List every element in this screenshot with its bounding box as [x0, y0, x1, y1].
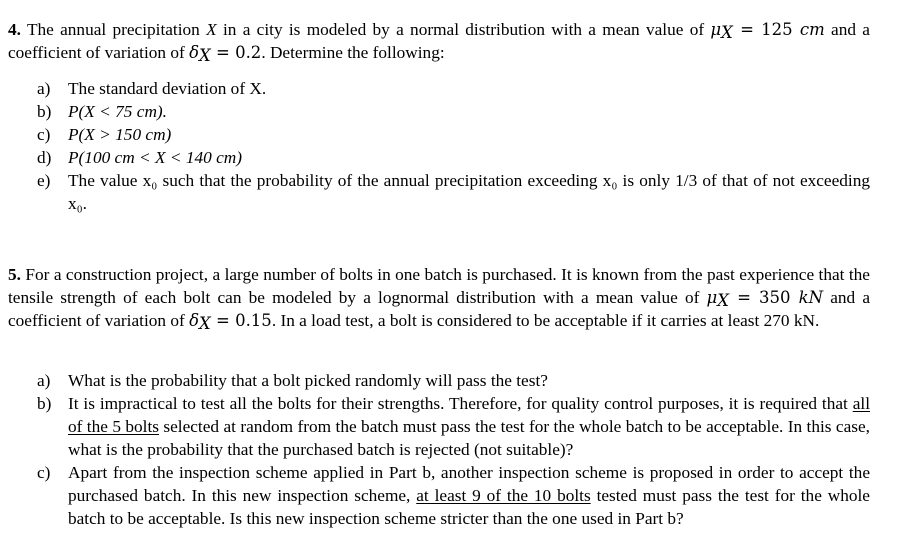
q5-item-c-underline: at least 9 of the 10 bolts	[416, 486, 591, 505]
q4-item-b-text: P(X < 75 cm).	[68, 102, 167, 121]
q4-subquestions	[37, 77, 870, 215]
q4-item-c	[37, 123, 870, 146]
q5-subquestions	[37, 369, 870, 530]
q4-item-e-text: The value x₀ such that the probability of the annual precipitation exceeding x₀ is only 1/3 of that of not exceeding x₀.	[68, 171, 870, 213]
q4-stem	[8, 18, 870, 64]
q5-stem-text-3: . In a load test, a bolt is considered to be acceptable if it carries at least 270 kN.	[271, 311, 820, 330]
q4-stem-text-2: in a city is modeled by a normal distribution with a mean value of	[216, 20, 711, 39]
q4-item-a	[37, 77, 870, 100]
q4-mean-value: = 125	[732, 20, 800, 39]
q4-item-d-label: d)	[37, 148, 52, 167]
q5-mean-unit: kN	[798, 288, 824, 307]
q5-item-b-label: b)	[37, 394, 52, 413]
q5-mean-symbol: μ	[706, 288, 718, 307]
q5-number: 5.	[8, 265, 21, 284]
q4-item-d-text: P(100 cm < X < 140 cm)	[68, 148, 243, 167]
q4-item-e	[37, 169, 870, 215]
q5-cov-value: = 0.15	[210, 311, 272, 330]
q5-cov-symbol: δ	[189, 311, 199, 330]
q5-item-c-text-1: Apart from the inspection scheme applied in Part b, another inspection scheme is proposed in order to accept the purchased batch. In this new inspection scheme,	[68, 463, 870, 505]
q5-item-b-text-2: selected at random from the batch must pass the test for the whole batch to be acceptable. In this case, what is the probability that the purchased batch is rejected (not suitable)?	[68, 417, 870, 459]
q5-stem-text-2: and a coefficient of variation of	[8, 288, 870, 330]
q4-mean-subscript: X	[721, 23, 733, 42]
q5-item-a	[37, 369, 870, 392]
q4-item-b-label: b)	[37, 102, 52, 121]
q5-mean-subscript: X	[717, 291, 730, 310]
q4-item-d	[37, 146, 870, 169]
q4-item-e-label: e)	[37, 171, 51, 190]
q5-item-c-label: c)	[37, 463, 51, 482]
q5-item-c-text-2: tested must pass the test for the whole batch to be acceptable. Is this new inspection scheme stricter than the one used in Part b?	[68, 486, 870, 528]
q4-stem-var: X	[206, 20, 217, 39]
q4-cov-symbol: δ	[189, 43, 199, 62]
q4-stem-text-4: . Determine the following:	[261, 43, 445, 62]
q5-item-a-text: What is the probability that a bolt picked randomly will pass the test?	[68, 371, 548, 390]
q4-cov-value: = 0.2	[210, 43, 262, 62]
q4-item-c-label: c)	[37, 125, 51, 144]
q5-stem	[8, 263, 870, 332]
q4-stem-text-1: The annual precipitation	[26, 20, 207, 39]
q4-item-a-label: a)	[37, 79, 51, 98]
q4-stem-text-3: and a coefficient of variation of	[8, 20, 870, 62]
q4-item-c-text: P(X > 150 cm)	[68, 125, 172, 144]
q5-mean-value: = 350	[729, 288, 799, 307]
q5-cov-subscript: X	[199, 314, 211, 333]
q4-mean-unit: cm	[799, 20, 825, 39]
q4-number: 4.	[8, 20, 21, 39]
q5-item-b-text-1: It is impractical to test all the bolts for their strengths. Therefore, for quality control purposes, it is required that	[68, 394, 853, 413]
q4-item-a-text: The standard deviation of X.	[68, 79, 267, 98]
q4-cov-subscript: X	[199, 46, 211, 65]
q4-item-b	[37, 100, 870, 123]
q5-item-b	[37, 392, 870, 461]
q5-item-c	[37, 461, 870, 530]
q5-item-a-label: a)	[37, 371, 51, 390]
q5-item-b-underline: all of the 5 bolts	[68, 394, 870, 436]
q5-stem-text-1: For a construction project, a large number of bolts in one batch is purchased. It is known from the past experience that the tensile strength of each bolt can be modeled by a lognormal distribution with a mean value of	[8, 265, 870, 307]
q4-mean-symbol: μ	[710, 20, 722, 39]
